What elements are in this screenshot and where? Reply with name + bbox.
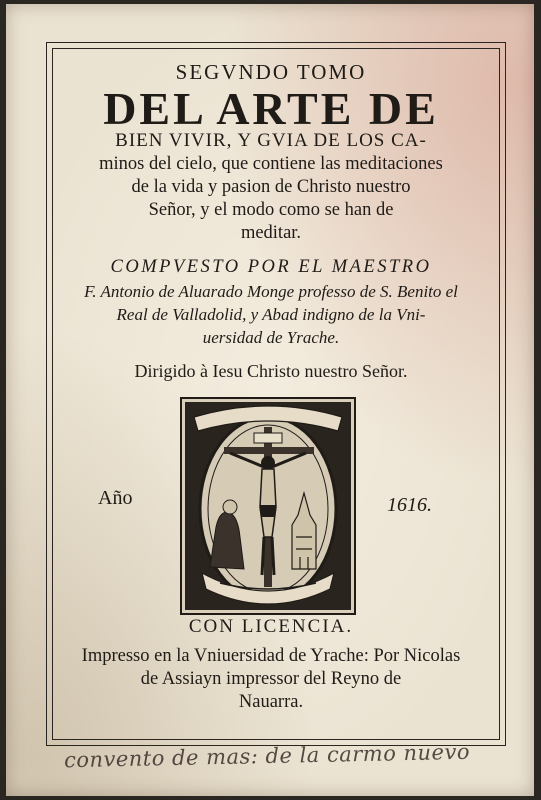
imprint-line-2: de Assiayn impressor del Reyno de: [140, 669, 402, 689]
main-title: DEL ARTE DE: [103, 83, 439, 134]
author-line-2: Real de Valladolid, y Abad indigno de la Vni-: [116, 305, 426, 324]
subtitle-line-5: meditar.: [240, 223, 302, 243]
subtitle-line-4: Señor, y el modo como se han de: [148, 200, 394, 220]
subtitle-line-3: de la vida y pasion de Christo nuestro: [131, 177, 411, 197]
subtitle-line-1: BIEN VIVIR, Y GVIA DE LOS CA-: [115, 130, 427, 151]
author-line-3: uersidad de Yrache.: [202, 328, 340, 347]
volume-line: SEGVNDO TOMO: [175, 60, 367, 84]
year-label: Año: [98, 487, 133, 509]
handwritten-inscription: convento de mas: de la carmo nuevo: [63, 739, 471, 773]
year-value: 1616.: [387, 494, 432, 516]
dedication: Dirigido à Iesu Christo nuestro Señor.: [134, 361, 408, 381]
crucifixion-woodcut-icon: [180, 397, 356, 615]
author-heading: COMPVESTO POR EL MAESTRO: [110, 257, 432, 277]
imprint-line-1: Impresso en la Vniuersidad de Yrache: Por Nicolas: [81, 646, 461, 666]
subtitle-line-2: minos del cielo, que contiene las meditaciones: [99, 154, 443, 174]
imprint-line-3: Nauarra.: [238, 692, 304, 712]
license-line: CON LICENCIA.: [188, 616, 354, 637]
author-line-1: F. Antonio de Aluarado Monge professo de S. Benito el: [84, 282, 458, 301]
